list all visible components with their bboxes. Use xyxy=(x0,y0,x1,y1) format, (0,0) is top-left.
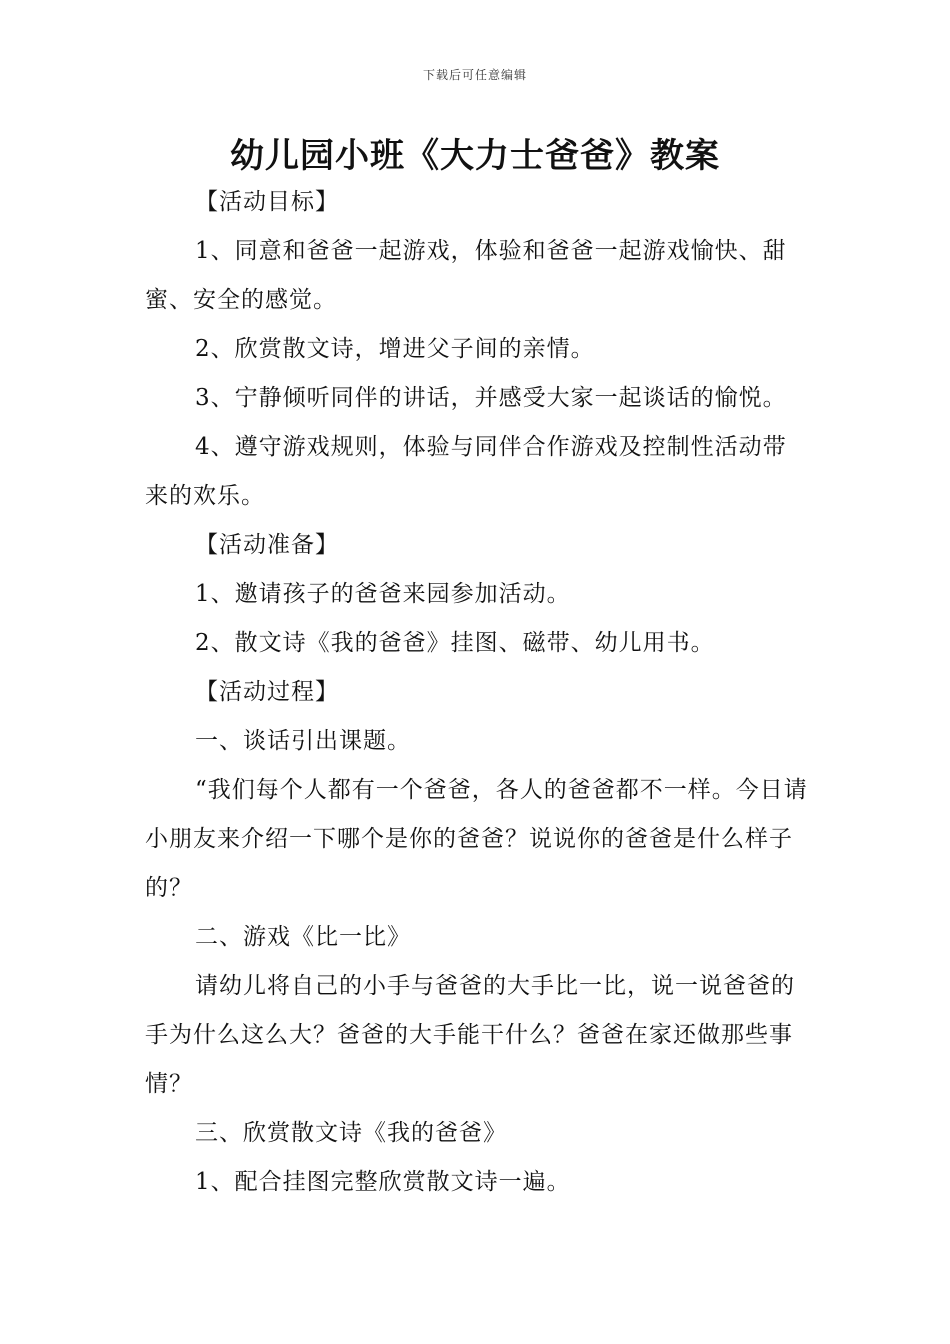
section-heading-preparation: 【活动准备】 xyxy=(195,532,339,558)
preparation-item-2: 2、散文诗《我的爸爸》挂图、磁带、幼儿用书。 xyxy=(195,630,715,656)
goal-item-1: 1、同意和爸爸一起游戏，体验和爸爸一起游戏愉快、甜蜜、安全的感觉。 xyxy=(145,238,787,313)
process-step-3-item-1: 1、配合挂图完整欣赏散文诗一遍。 xyxy=(195,1169,571,1195)
preparation-item-1: 1、邀请孩子的爸爸来园参加活动。 xyxy=(195,581,571,607)
process-step-1-text: “我们每个人都有一个爸爸，各人的爸爸都不一样。今日请小朋友来介绍一下哪个是你的爸爸？说说你的爸爸是什么样子的？ xyxy=(145,777,808,901)
process-step-2-text: 请幼儿将自己的小手与爸爸的大手比一比，说一说爸爸的手为什么这么大？爸爸的大手能干什么？爸爸在家还做那些事情？ xyxy=(145,973,795,1097)
process-step-3-heading: 三、欣赏散文诗《我的爸爸》 xyxy=(195,1120,507,1146)
section-heading-goals: 【活动目标】 xyxy=(195,189,339,215)
process-step-1-heading: 一、谈话引出课题。 xyxy=(195,728,411,754)
goal-item-3: 3、宁静倾听同伴的讲话，并感受大家一起谈话的愉悦。 xyxy=(195,385,787,411)
document-title: 幼儿园小班《大力士爸爸》教案 xyxy=(230,136,720,176)
header-note: 下载后可任意编辑 xyxy=(422,68,527,82)
goal-item-2: 2、欣赏散文诗，增进父子间的亲情。 xyxy=(195,336,595,362)
process-step-2-heading: 二、游戏《比一比》 xyxy=(195,924,411,950)
goal-item-4: 4、遵守游戏规则，体验与同伴合作游戏及控制性活动带来的欢乐。 xyxy=(145,434,787,509)
document-body xyxy=(145,178,810,1207)
section-heading-process: 【活动过程】 xyxy=(195,679,339,705)
